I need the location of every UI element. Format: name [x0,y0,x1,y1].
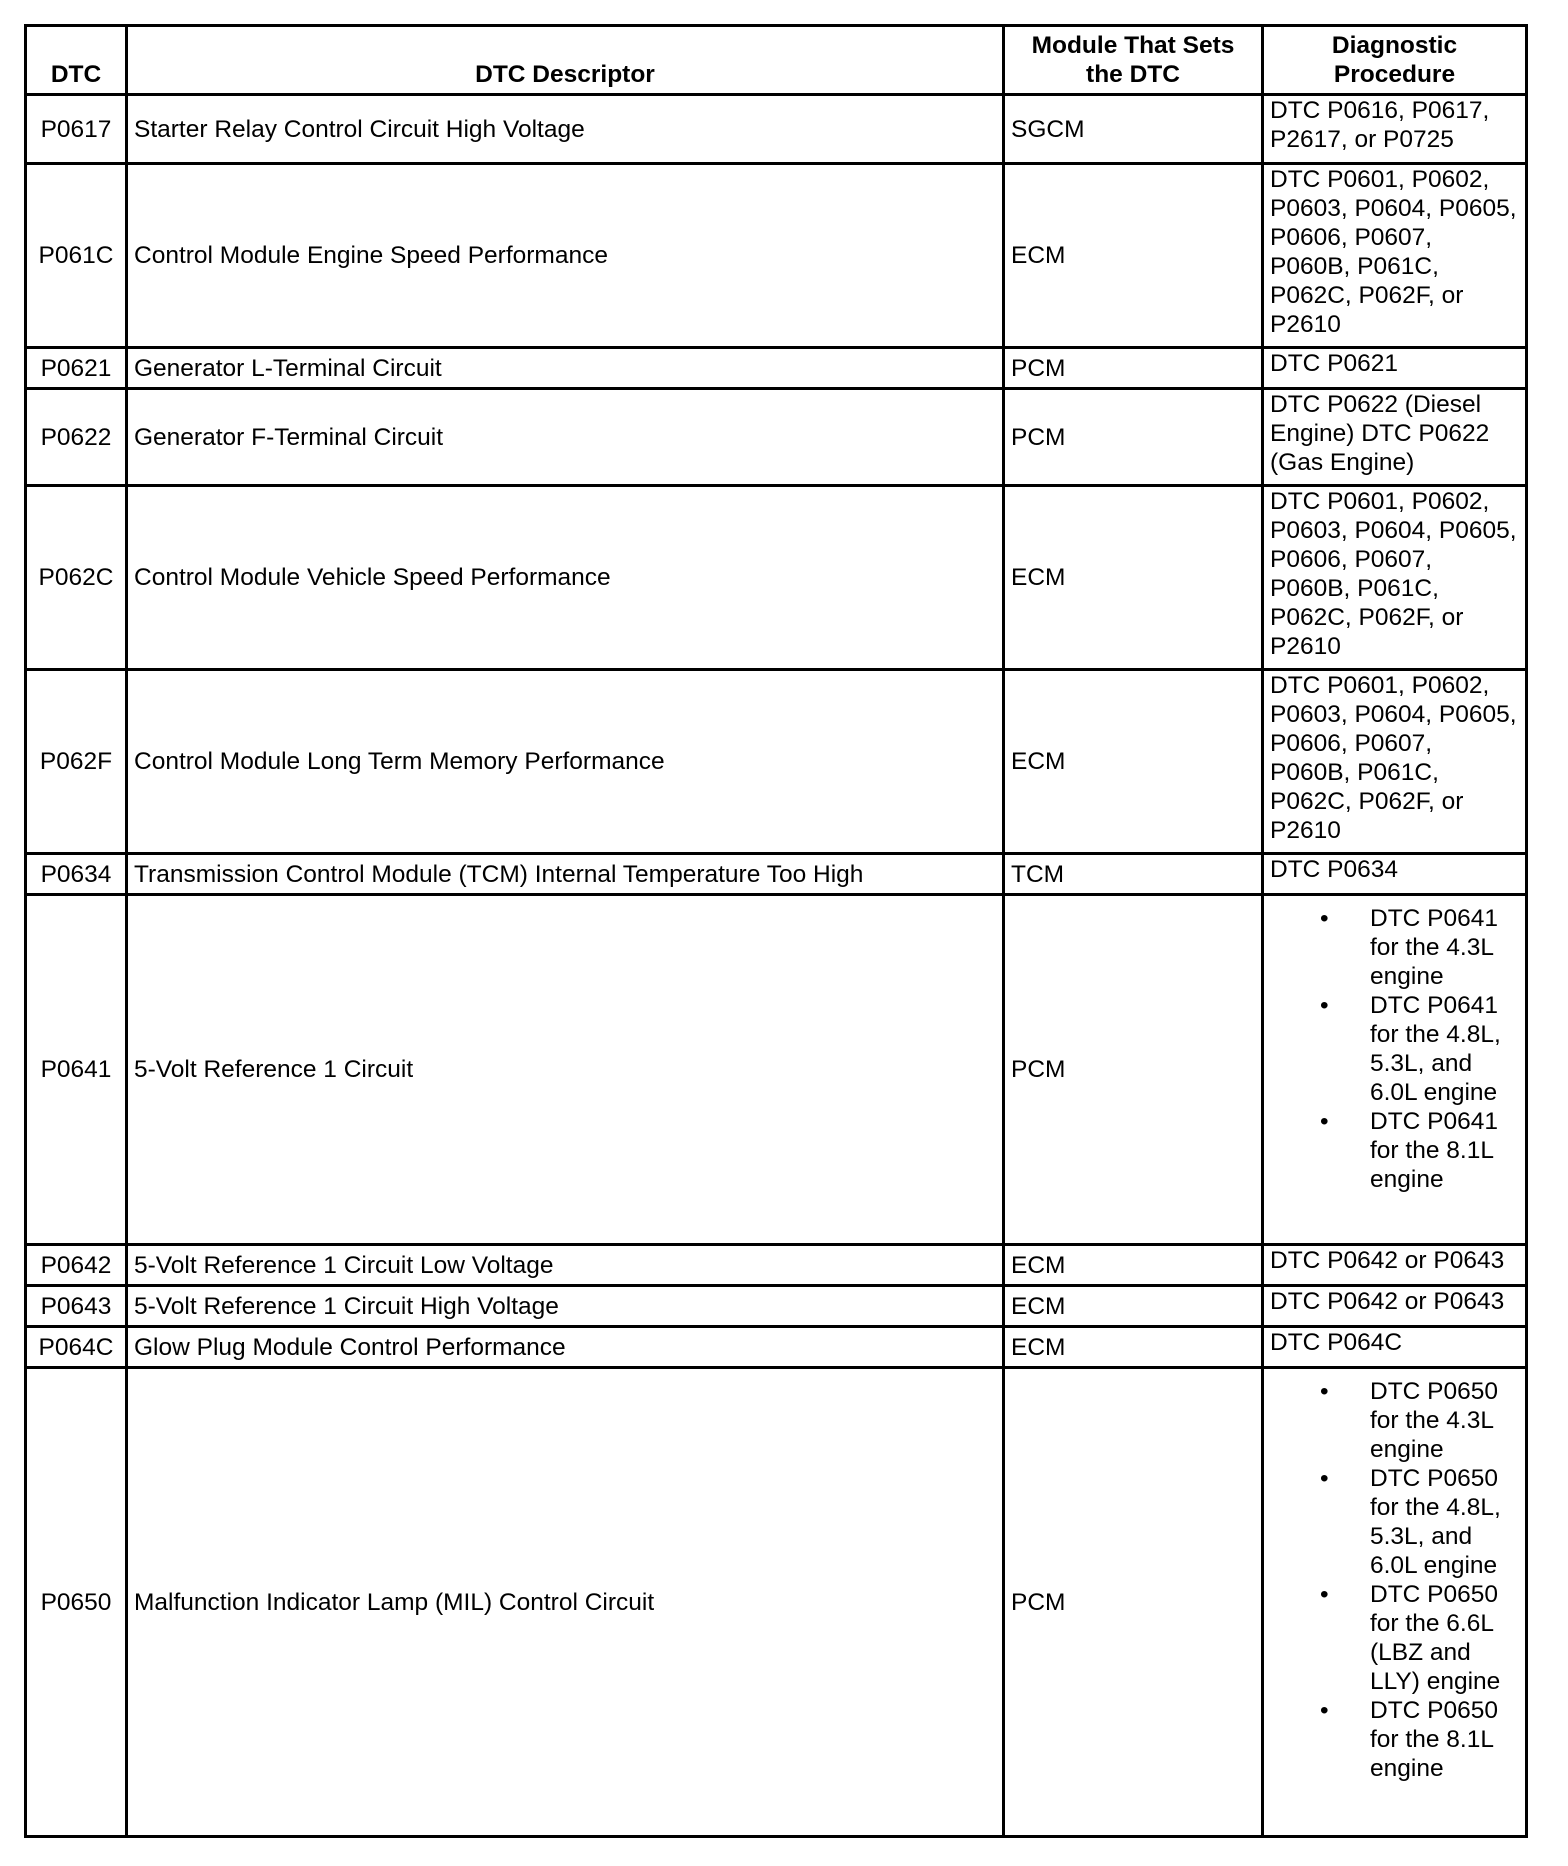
dtc-procedure: DTC P0601, P0602, P0603, P0604, P0605, P0606, P0607, P060B, P061C, P062C, P062F, or P2610 [1263,486,1527,670]
dtc-procedure [1263,1368,1527,1837]
dtc-module: PCM [1004,1368,1263,1837]
procedure-list-item: • DTC P0641 for the 4.8L, 5.3L, and 6.0L engine [1270,991,1519,1107]
dtc-procedure: DTC P0601, P0602, P0603, P0604, P0605, P0606, P0607, P060B, P061C, P062C, P062F, or P2610 [1263,670,1527,854]
dtc-descriptor: 5-Volt Reference 1 Circuit High Voltage [127,1286,1004,1327]
dtc-descriptor: Control Module Vehicle Speed Performance [127,486,1004,670]
procedure-list [1270,904,1519,1194]
dtc-code: P062C [26,486,127,670]
procedure-list [1270,1377,1519,1783]
table-row [26,95,1527,164]
dtc-procedure: DTC P0642 or P0643 [1263,1245,1527,1286]
header-procedure: Diagnostic Procedure [1263,26,1527,95]
procedure-list-item: • DTC P0641 for the 4.3L engine [1270,904,1519,991]
table-row [26,348,1527,389]
table-row [26,1327,1527,1368]
dtc-module: ECM [1004,1245,1263,1286]
table-row [26,1368,1527,1837]
dtc-procedure [1263,895,1527,1245]
dtc-procedure: DTC P0634 [1263,854,1527,895]
procedure-list-item: • DTC P0650 for the 6.6L (LBZ and LLY) engine [1270,1580,1519,1696]
dtc-descriptor: 5-Volt Reference 1 Circuit Low Voltage [127,1245,1004,1286]
dtc-table [24,24,1528,1838]
dtc-module: PCM [1004,348,1263,389]
dtc-procedure: DTC P0642 or P0643 [1263,1286,1527,1327]
dtc-module: ECM [1004,1327,1263,1368]
dtc-procedure: DTC P0616, P0617, P2617, or P0725 [1263,95,1527,164]
dtc-module: PCM [1004,389,1263,486]
procedure-list-item: • DTC P0650 for the 4.8L, 5.3L, and 6.0L engine [1270,1464,1519,1580]
header-row [26,26,1527,95]
procedure-list-item: • DTC P0650 for the 4.3L engine [1270,1377,1519,1464]
dtc-code: P0617 [26,95,127,164]
header-dtc: DTC [26,26,127,95]
dtc-descriptor: Generator F-Terminal Circuit [127,389,1004,486]
table-row [26,1286,1527,1327]
procedure-list-item: • DTC P0650 for the 8.1L engine [1270,1696,1519,1783]
table-row [26,670,1527,854]
dtc-code: P0622 [26,389,127,486]
dtc-code: P0634 [26,854,127,895]
table-row [26,164,1527,348]
dtc-module: ECM [1004,1286,1263,1327]
dtc-code: P0642 [26,1245,127,1286]
table-row [26,854,1527,895]
dtc-code: P0650 [26,1368,127,1837]
table-row [26,895,1527,1245]
dtc-descriptor: 5-Volt Reference 1 Circuit [127,895,1004,1245]
dtc-module: ECM [1004,670,1263,854]
dtc-code: P062F [26,670,127,854]
dtc-procedure: DTC P0622 (Diesel Engine) DTC P0622 (Gas Engine) [1263,389,1527,486]
procedure-list-item: • DTC P0641 for the 8.1L engine [1270,1107,1519,1194]
dtc-code: P0643 [26,1286,127,1327]
dtc-module: SGCM [1004,95,1263,164]
dtc-code: P0641 [26,895,127,1245]
dtc-module: PCM [1004,895,1263,1245]
dtc-module: ECM [1004,486,1263,670]
dtc-module: ECM [1004,164,1263,348]
dtc-descriptor: Transmission Control Module (TCM) Internal Temperature Too High [127,854,1004,895]
dtc-descriptor: Control Module Long Term Memory Performance [127,670,1004,854]
dtc-procedure: DTC P064C [1263,1327,1527,1368]
table-row [26,389,1527,486]
dtc-descriptor: Starter Relay Control Circuit High Voltage [127,95,1004,164]
dtc-module: TCM [1004,854,1263,895]
table-row [26,1245,1527,1286]
dtc-procedure: DTC P0621 [1263,348,1527,389]
dtc-code: P0621 [26,348,127,389]
header-module: Module That Sets the DTC [1004,26,1263,95]
dtc-descriptor: Control Module Engine Speed Performance [127,164,1004,348]
dtc-descriptor: Generator L-Terminal Circuit [127,348,1004,389]
dtc-descriptor: Malfunction Indicator Lamp (MIL) Control Circuit [127,1368,1004,1837]
dtc-code: P064C [26,1327,127,1368]
header-descriptor: DTC Descriptor [127,26,1004,95]
dtc-descriptor: Glow Plug Module Control Performance [127,1327,1004,1368]
table-row [26,486,1527,670]
dtc-procedure: DTC P0601, P0602, P0603, P0604, P0605, P0606, P0607, P060B, P061C, P062C, P062F, or P2610 [1263,164,1527,348]
dtc-code: P061C [26,164,127,348]
